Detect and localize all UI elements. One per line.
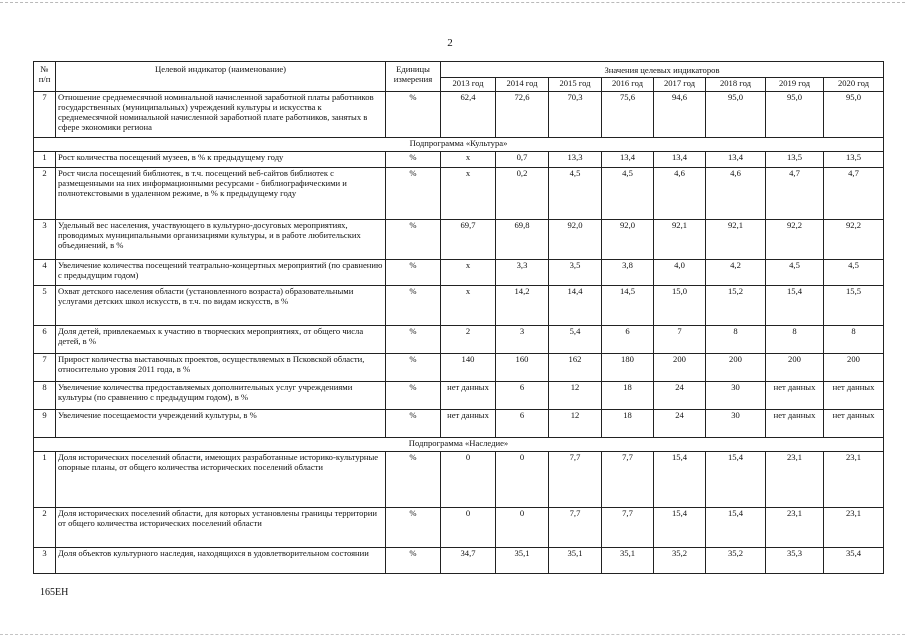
value-cell: 7,7 [549,508,602,548]
value-cell: 200 [824,354,884,382]
value-cell: 70,3 [549,92,602,138]
indicator-name: Отношение среднемесячной номинальной начисленной заработной платы работников государственных (муниципальных) учреждений культуры и искусства к среднемесячной номинальной начисленной заработной плате работников, занятых в сфере экономики региона [56,92,386,138]
value-cell: 15,4 [654,508,706,548]
row-number: 1 [34,452,56,508]
value-cell: 95,0 [766,92,824,138]
table-row [34,452,884,508]
value-cell: 0,2 [496,168,549,220]
header-indicator: Целевой индикатор (наименование) [56,62,386,92]
value-cell: 92,1 [706,220,766,260]
value-cell: 5,4 [549,326,602,354]
unit-cell: % [386,508,441,548]
table-row [34,92,884,138]
value-cell: 35,1 [549,548,602,574]
unit-cell: % [386,452,441,508]
unit-cell: % [386,220,441,260]
value-cell: 4,5 [602,168,654,220]
value-cell: 7,7 [549,452,602,508]
value-cell: 140 [441,354,496,382]
table-row [34,410,884,438]
value-cell: 0 [441,452,496,508]
value-cell: 92,2 [824,220,884,260]
value-cell: 7 [654,326,706,354]
year-header: 2014 год [496,78,549,92]
value-cell: 13,4 [602,152,654,168]
value-cell: 95,0 [706,92,766,138]
year-header: 2013 год [441,78,496,92]
value-cell: 4,6 [654,168,706,220]
unit-cell: % [386,326,441,354]
scan-bottom-edge [0,634,905,635]
target-indicators-table [33,61,884,574]
indicator-name: Рост числа посещений библиотек, в т.ч. посещений веб-сайтов библиотек с размещенными на них информационными ресурсами - библиографическими и полнотекстовыми в удаленном режиме, в % к предыдущему году [56,168,386,220]
unit-cell: % [386,286,441,326]
value-cell: 200 [654,354,706,382]
value-cell: 13,4 [654,152,706,168]
table-row [34,508,884,548]
table-row [34,354,884,382]
row-number: 3 [34,220,56,260]
value-cell: 24 [654,410,706,438]
year-header: 2018 год [706,78,766,92]
year-header: 2019 год [766,78,824,92]
value-cell: 95,0 [824,92,884,138]
value-cell: 92,0 [549,220,602,260]
value-cell: 23,1 [766,452,824,508]
header-no: № п/п [34,62,56,92]
header-unit: Единицы измерения [386,62,441,92]
indicator-name: Удельный вес населения, участвующего в культурно-досуговых мероприятиях, проводимых муниципальными организациями культуры, и в работе любительских объединений, в % [56,220,386,260]
value-cell: 4,5 [824,260,884,286]
section-row-culture [34,138,884,152]
value-cell: 23,1 [766,508,824,548]
table-header-row [34,62,884,78]
table-row [34,168,884,220]
value-cell: 69,7 [441,220,496,260]
value-cell: х [441,168,496,220]
value-cell: 3,3 [496,260,549,286]
value-cell: 15,4 [654,452,706,508]
value-cell: 14,4 [549,286,602,326]
unit-cell: % [386,548,441,574]
row-number: 2 [34,508,56,548]
value-cell: нет данных [824,410,884,438]
indicator-name: Увеличение количества предоставляемых дополнительных услуг учреждениями культуры (по сравнению с предыдущим годом), в % [56,382,386,410]
row-number: 4 [34,260,56,286]
unit-cell: % [386,354,441,382]
unit-cell: % [386,168,441,220]
table-row [34,260,884,286]
indicator-name: Доля исторических поселений области, для которых установлены границы территории от общего количества исторических поселений области [56,508,386,548]
value-cell: 0 [496,508,549,548]
unit-cell: % [386,152,441,168]
value-cell: 13,5 [824,152,884,168]
year-header: 2016 год [602,78,654,92]
value-cell: 3 [496,326,549,354]
indicator-name: Доля детей, привлекаемых к участию в творческих мероприятиях, от общего числа детей, в % [56,326,386,354]
value-cell: х [441,152,496,168]
value-cell: 160 [496,354,549,382]
value-cell: 8 [706,326,766,354]
scan-top-edge [0,2,905,3]
value-cell: 18 [602,382,654,410]
unit-cell: % [386,92,441,138]
value-cell: 7,7 [602,508,654,548]
row-number: 1 [34,152,56,168]
indicator-name: Прирост количества выставочных проектов, осуществляемых в Псковской области, относительно уровня 2011 года, в % [56,354,386,382]
value-cell: 13,4 [706,152,766,168]
value-cell: 6 [496,410,549,438]
value-cell: 162 [549,354,602,382]
row-number: 7 [34,354,56,382]
row-number: 3 [34,548,56,574]
value-cell: 69,8 [496,220,549,260]
value-cell: 35,1 [496,548,549,574]
value-cell: 92,0 [602,220,654,260]
unit-cell: % [386,260,441,286]
value-cell: 15,2 [706,286,766,326]
table-row [34,152,884,168]
header-values-group: Значения целевых индикаторов [441,62,884,78]
row-number: 8 [34,382,56,410]
value-cell: 35,2 [654,548,706,574]
value-cell: 34,7 [441,548,496,574]
value-cell: 14,5 [602,286,654,326]
value-cell: 14,2 [496,286,549,326]
row-number: 5 [34,286,56,326]
table-row [34,326,884,354]
section-title: Подпрограмма «Наследие» [34,438,884,452]
value-cell: х [441,260,496,286]
value-cell: 12 [549,382,602,410]
value-cell: 8 [766,326,824,354]
value-cell: 4,6 [706,168,766,220]
table-row [34,548,884,574]
value-cell: 30 [706,382,766,410]
value-cell: 23,1 [824,508,884,548]
unit-cell: % [386,382,441,410]
indicator-name: Доля объектов культурного наследия, находящихся в удовлетворительном состоянии [56,548,386,574]
value-cell: 8 [824,326,884,354]
row-number: 6 [34,326,56,354]
value-cell: 3,8 [602,260,654,286]
value-cell: 4,7 [766,168,824,220]
value-cell: 6 [496,382,549,410]
value-cell: 0 [441,508,496,548]
indicator-name: Рост количества посещений музеев, в % к предыдущему году [56,152,386,168]
value-cell: 24 [654,382,706,410]
value-cell: 7,7 [602,452,654,508]
value-cell: 13,3 [549,152,602,168]
value-cell: 15,4 [706,508,766,548]
value-cell: 72,6 [496,92,549,138]
row-number: 7 [34,92,56,138]
value-cell: 4,5 [766,260,824,286]
value-cell: х [441,286,496,326]
value-cell: нет данных [441,410,496,438]
value-cell: 62,4 [441,92,496,138]
value-cell: 4,5 [549,168,602,220]
value-cell: 200 [766,354,824,382]
section-title: Подпрограмма «Культура» [34,138,884,152]
value-cell: 0,7 [496,152,549,168]
year-header: 2020 год [824,78,884,92]
value-cell: 92,1 [654,220,706,260]
value-cell: 75,6 [602,92,654,138]
table-row [34,382,884,410]
unit-cell: % [386,410,441,438]
value-cell: нет данных [824,382,884,410]
section-row-heritage [34,438,884,452]
value-cell: 0 [496,452,549,508]
footer-code: 165ЕН [40,587,69,598]
value-cell: 4,0 [654,260,706,286]
value-cell: 12 [549,410,602,438]
value-cell: 35,2 [706,548,766,574]
value-cell: 15,5 [824,286,884,326]
value-cell: 4,2 [706,260,766,286]
value-cell: нет данных [766,410,824,438]
indicator-name: Увеличение количества посещений театрально-концертных мероприятий (по сравнению с предыдущим годом) [56,260,386,286]
value-cell: 35,4 [824,548,884,574]
value-cell: 15,0 [654,286,706,326]
value-cell: 3,5 [549,260,602,286]
value-cell: 35,3 [766,548,824,574]
value-cell: 6 [602,326,654,354]
value-cell: 92,2 [766,220,824,260]
year-header: 2017 год [654,78,706,92]
table-row [34,286,884,326]
value-cell: 35,1 [602,548,654,574]
indicator-name: Доля исторических поселений области, имеющих разработанные историко-культурные опорные планы, от общего количества исторических поселений области [56,452,386,508]
indicator-name: Увеличение посещаемости учреждений культуры, в % [56,410,386,438]
value-cell: нет данных [766,382,824,410]
value-cell: 15,4 [766,286,824,326]
value-cell: 30 [706,410,766,438]
row-number: 2 [34,168,56,220]
value-cell: нет данных [441,382,496,410]
value-cell: 23,1 [824,452,884,508]
page-number: 2 [447,37,453,49]
value-cell: 18 [602,410,654,438]
table-row [34,220,884,260]
value-cell: 15,4 [706,452,766,508]
value-cell: 94,6 [654,92,706,138]
indicator-name: Охват детского населения области (установленного возраста) образовательными услугами детских школ искусств, в т.ч. по видам искусств, в % [56,286,386,326]
value-cell: 200 [706,354,766,382]
value-cell: 180 [602,354,654,382]
year-header: 2015 год [549,78,602,92]
value-cell: 4,7 [824,168,884,220]
row-number: 9 [34,410,56,438]
value-cell: 13,5 [766,152,824,168]
value-cell: 2 [441,326,496,354]
